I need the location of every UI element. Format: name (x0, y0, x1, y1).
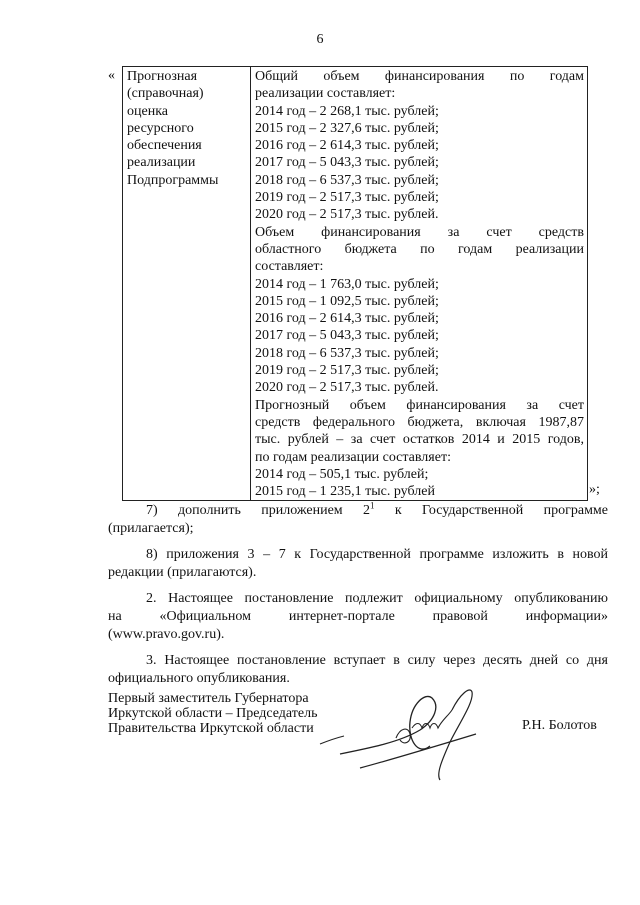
total-year-line: 2020 год – 2 517,3 тыс. рублей. (255, 207, 439, 223)
item-7 (108, 502, 608, 538)
regional-year-line: 2018 год – 6 537,3 тыс. рублей; (255, 345, 439, 361)
signatory-position (108, 691, 317, 736)
regional-year-line: 2015 год – 1 092,5 тыс. рублей; (255, 293, 439, 309)
item-8-line-1: 8) приложения 3 – 7 к Государственной программе изложить в новой (146, 547, 608, 562)
federal-intro-line: по годам реализации составляет: (255, 449, 451, 465)
clause-2-line-2: на «Официальном интернет-портале правовой информации» (108, 609, 608, 624)
opening-quote: « (108, 68, 115, 83)
label-line: ресурсного (127, 120, 194, 136)
item-8 (108, 546, 608, 582)
total-year-line: 2016 год – 2 614,3 тыс. рублей; (255, 138, 439, 154)
federal-intro-line: Прогнозный объем финансирования за счет (255, 397, 584, 413)
resource-table (122, 66, 588, 501)
amendment-items (108, 502, 608, 690)
total-year-line: 2015 год – 2 327,6 тыс. рублей; (255, 120, 439, 136)
federal-year-line: 2014 год – 505,1 тыс. рублей; (255, 466, 429, 482)
value-cell (251, 67, 588, 501)
label-line: Подпрограммы (127, 172, 219, 188)
superscript: 1 (370, 500, 375, 511)
label-line: реализации (127, 155, 196, 171)
total-intro-line: реализации составляет: (255, 86, 396, 102)
regional-intro-line: областного бюджета по годам реализации (255, 241, 584, 257)
federal-intro-line: средств федерального бюджета, включая 1987,87 (255, 414, 584, 430)
federal-year-line: 2015 год – 1 235,1 тыс. рублей (255, 484, 435, 500)
regional-intro-line: составляет: (255, 259, 324, 275)
clause-3-line-1: 3. Настоящее постановление вступает в силу через десять дней со дня (146, 653, 608, 668)
clause-2 (108, 590, 608, 644)
regional-year-line: 2016 год – 2 614,3 тыс. рублей; (255, 311, 439, 327)
label-line: оценка (127, 103, 169, 119)
item-7-text: 7) дополнить приложением 2 (146, 503, 371, 518)
total-intro-line: Общий объем финансирования по годам (255, 69, 584, 84)
closing-quote: »; (589, 482, 600, 497)
regional-year-line: 2020 год – 2 517,3 тыс. рублей. (255, 380, 439, 396)
label-cell (123, 67, 251, 501)
regional-year-line: 2014 год – 1 763,0 тыс. рублей; (255, 276, 439, 292)
regional-intro-line: Объем финансирования за счет средств (255, 224, 584, 240)
regional-year-line: 2019 год – 2 517,3 тыс. рублей; (255, 363, 439, 379)
signer-name: Р.Н. Болотов (522, 718, 597, 733)
total-year-line: 2017 год – 5 043,3 тыс. рублей; (255, 155, 439, 171)
position-line: Первый заместитель Губернатора (108, 691, 309, 706)
total-year-line: 2019 год – 2 517,3 тыс. рублей; (255, 190, 439, 206)
item-8-line-2: редакции (прилагаются). (108, 565, 257, 580)
clause-3-line-2: официального опубликования. (108, 671, 290, 686)
item-7-text-end: к Государственной программе (374, 503, 608, 518)
table-row (123, 67, 588, 501)
handwritten-signature (300, 676, 500, 786)
item-7-line-2: (прилагается); (108, 521, 194, 536)
clause-2-line-3: (www.pravo.gov.ru). (108, 627, 225, 642)
position-line: Иркутской области – Председатель (108, 706, 318, 721)
total-year-line: 2014 год – 2 268,1 тыс. рублей; (255, 103, 439, 119)
regional-year-line: 2017 год – 5 043,3 тыс. рублей; (255, 328, 439, 344)
label-line: обеспечения (127, 138, 202, 154)
clause-2-line-1: 2. Настоящее постановление подлежит официальному опубликованию (146, 591, 608, 606)
position-line: Правительства Иркутской области (108, 721, 314, 736)
page-number: 6 (316, 32, 324, 47)
label-line: Прогнозная (127, 69, 198, 84)
total-year-line: 2018 год – 6 537,3 тыс. рублей; (255, 172, 439, 188)
item-7-line-1 (108, 502, 608, 520)
federal-intro-line: тыс. рублей – за счет остатков 2014 и 2015 годов, (255, 432, 584, 448)
label-line: (справочная) (127, 86, 204, 102)
